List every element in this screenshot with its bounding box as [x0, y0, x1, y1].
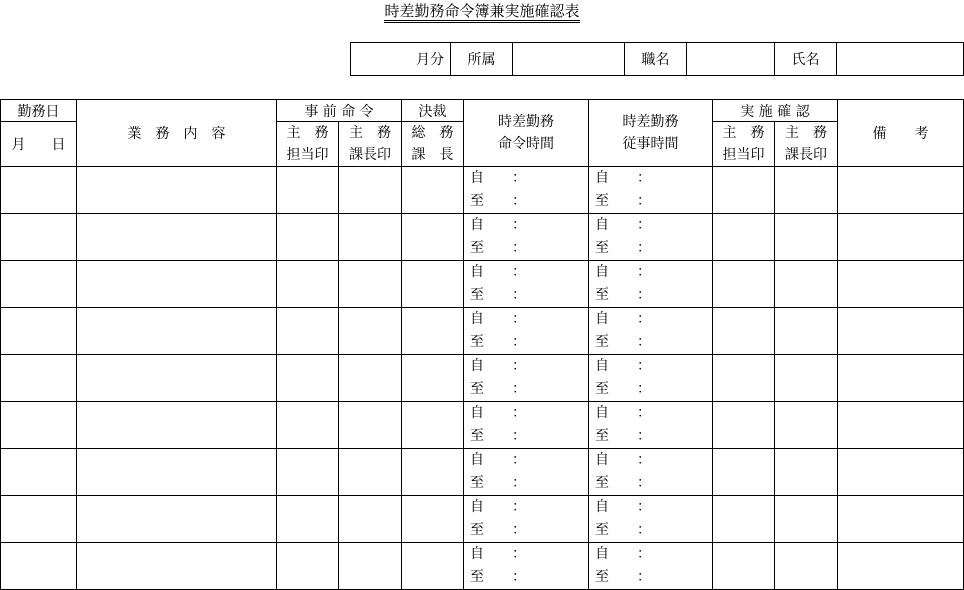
work-time-cell[interactable]	[589, 167, 713, 214]
date-cell[interactable]	[1, 214, 77, 261]
order-time-cell[interactable]	[464, 496, 589, 543]
order-time-cell[interactable]	[464, 167, 589, 214]
impl-kacho-cell[interactable]	[775, 496, 838, 543]
order-time-cell[interactable]	[464, 261, 589, 308]
position-field[interactable]	[687, 43, 775, 76]
time-to-label: 至 ：	[595, 381, 652, 397]
impl-kacho-cell[interactable]	[775, 261, 838, 308]
time-from-label: 自 ：	[595, 358, 652, 374]
remarks-cell[interactable]	[838, 355, 964, 402]
impl-tanto-cell[interactable]	[713, 543, 775, 590]
content-cell[interactable]	[77, 214, 277, 261]
impl-tanto-cell[interactable]	[713, 449, 775, 496]
order-time-cell[interactable]	[464, 214, 589, 261]
remarks-cell[interactable]	[838, 214, 964, 261]
time-from-label: 自 ：	[595, 217, 652, 233]
prior-kacho-cell[interactable]	[339, 167, 402, 214]
content-cell[interactable]	[77, 261, 277, 308]
header-soumu: 総 務	[411, 125, 454, 141]
prior-tanto-cell[interactable]	[277, 355, 339, 402]
work-time-cell[interactable]	[589, 402, 713, 449]
impl-tanto-cell[interactable]	[713, 261, 775, 308]
header-prior-shumu-kacho	[339, 122, 402, 167]
content-cell[interactable]	[77, 167, 277, 214]
table-row	[1, 261, 964, 308]
time-from-label: 自 ：	[470, 170, 527, 186]
date-cell[interactable]	[1, 496, 77, 543]
impl-kacho-cell[interactable]	[775, 167, 838, 214]
month-cell[interactable]	[351, 43, 451, 76]
header-impl-shumu-kacho	[775, 122, 838, 167]
header-work-day: 勤務日	[1, 100, 77, 122]
prior-kacho-cell[interactable]	[339, 308, 402, 355]
time-to-label: 至 ：	[470, 240, 527, 256]
content-cell[interactable]	[77, 543, 277, 590]
table-row	[1, 449, 964, 496]
header-work-time-line1: 時差勤務	[622, 114, 679, 130]
header-impl-shumu-line1b: 主 務	[785, 125, 828, 141]
time-to-label: 至 ：	[470, 381, 527, 397]
time-to-label: 至 ：	[470, 522, 527, 538]
table-row	[1, 355, 964, 402]
header-kacho: 課 長	[411, 147, 454, 163]
impl-kacho-cell[interactable]	[775, 308, 838, 355]
prior-tanto-cell[interactable]	[277, 167, 339, 214]
approval-cell[interactable]	[402, 496, 464, 543]
order-time-cell[interactable]	[464, 402, 589, 449]
remarks-cell[interactable]	[838, 261, 964, 308]
header-order-time-line2: 命令時間	[498, 136, 555, 152]
order-time-cell[interactable]	[464, 543, 589, 590]
table-row	[1, 496, 964, 543]
time-to-label: 至 ：	[595, 475, 652, 491]
work-time-cell[interactable]	[589, 214, 713, 261]
time-to-label: 至 ：	[470, 193, 527, 209]
impl-tanto-cell[interactable]	[713, 496, 775, 543]
date-cell[interactable]	[1, 402, 77, 449]
time-from-label: 自 ：	[470, 499, 527, 515]
approval-cell[interactable]	[402, 261, 464, 308]
header-order-time-line1: 時差勤務	[498, 114, 555, 130]
header-work-content: 業 務 内 容	[77, 100, 277, 167]
table-row	[1, 214, 964, 261]
time-to-label: 至 ：	[595, 240, 652, 256]
remarks-cell[interactable]	[838, 449, 964, 496]
date-cell[interactable]	[1, 261, 77, 308]
approval-cell[interactable]	[402, 355, 464, 402]
rows-body	[1, 167, 964, 590]
date-cell[interactable]	[1, 449, 77, 496]
prior-kacho-cell[interactable]	[339, 543, 402, 590]
time-from-label: 自 ：	[595, 452, 652, 468]
header-order-time	[464, 100, 589, 167]
table-row	[1, 402, 964, 449]
impl-kacho-cell[interactable]	[775, 355, 838, 402]
time-from-label: 自 ：	[470, 217, 527, 233]
time-to-label: 至 ：	[470, 428, 527, 444]
table-row	[1, 543, 964, 590]
time-from-label: 自 ：	[595, 546, 652, 562]
header-impl-shumu-line1: 主 務	[722, 125, 765, 141]
time-from-label: 自 ：	[595, 405, 652, 421]
time-to-label: 至 ：	[470, 287, 527, 303]
order-time-cell[interactable]	[464, 449, 589, 496]
prior-tanto-cell[interactable]	[277, 261, 339, 308]
time-to-label: 至 ：	[595, 193, 652, 209]
remarks-cell[interactable]	[838, 543, 964, 590]
header-prior-shumu	[277, 122, 339, 167]
prior-tanto-cell[interactable]	[277, 543, 339, 590]
content-cell[interactable]	[77, 449, 277, 496]
header-prior-tanto-in: 担当印	[286, 147, 329, 163]
order-time-cell[interactable]	[464, 355, 589, 402]
impl-kacho-cell[interactable]	[775, 543, 838, 590]
remarks-cell[interactable]	[838, 402, 964, 449]
work-time-cell[interactable]	[589, 449, 713, 496]
content-cell[interactable]	[77, 402, 277, 449]
time-from-label: 自 ：	[470, 264, 527, 280]
header-approval: 決裁	[402, 100, 464, 122]
prior-kacho-cell[interactable]	[339, 261, 402, 308]
date-cell[interactable]	[1, 355, 77, 402]
prior-kacho-cell[interactable]	[339, 449, 402, 496]
main-table	[0, 99, 964, 590]
time-from-label: 自 ：	[595, 170, 652, 186]
remarks-cell[interactable]	[838, 496, 964, 543]
header-prior-shumu-line1b: 主 務	[349, 125, 391, 141]
content-cell[interactable]	[77, 355, 277, 402]
header-month: 月	[11, 137, 26, 153]
approval-cell[interactable]	[402, 543, 464, 590]
impl-tanto-cell[interactable]	[713, 402, 775, 449]
impl-kacho-cell[interactable]	[775, 214, 838, 261]
affiliation-label: 所属	[451, 43, 513, 76]
header-impl-kacho-in: 課長印	[785, 147, 828, 163]
header-remarks: 備 考	[838, 100, 964, 167]
header-impl-tanto-in: 担当印	[722, 147, 765, 163]
form-title	[0, 0, 964, 21]
impl-tanto-cell[interactable]	[713, 214, 775, 261]
prior-tanto-cell[interactable]	[277, 308, 339, 355]
header-prior-kacho-in: 課長印	[349, 147, 391, 163]
header-work-time-line2: 従事時間	[622, 136, 679, 152]
time-to-label: 至 ：	[595, 522, 652, 538]
remarks-cell[interactable]	[838, 167, 964, 214]
approval-cell[interactable]	[402, 402, 464, 449]
time-from-label: 自 ：	[470, 546, 527, 562]
position-label: 職名	[625, 43, 687, 76]
name-label: 氏名	[775, 43, 837, 76]
prior-kacho-cell[interactable]	[339, 214, 402, 261]
header-prior-order: 事 前 命 令	[277, 100, 402, 122]
time-to-label: 至 ：	[595, 287, 652, 303]
prior-tanto-cell[interactable]	[277, 449, 339, 496]
prior-tanto-cell[interactable]	[277, 496, 339, 543]
info-table	[350, 42, 964, 76]
time-to-label: 至 ：	[595, 569, 652, 585]
impl-tanto-cell[interactable]	[713, 355, 775, 402]
time-to-label: 至 ：	[470, 475, 527, 491]
prior-kacho-cell[interactable]	[339, 402, 402, 449]
form-title-text: 時差勤務命令簿兼実施確認表	[384, 2, 579, 23]
time-from-label: 自 ：	[470, 405, 527, 421]
date-cell[interactable]	[1, 167, 77, 214]
prior-tanto-cell[interactable]	[277, 214, 339, 261]
work-time-cell[interactable]	[589, 261, 713, 308]
work-time-cell[interactable]	[589, 308, 713, 355]
header-impl-shumu	[713, 122, 775, 167]
header-work-time	[589, 100, 713, 167]
header-month-day	[1, 122, 77, 167]
content-cell[interactable]	[77, 308, 277, 355]
time-from-label: 自 ：	[470, 358, 527, 374]
table-row	[1, 167, 964, 214]
impl-tanto-cell[interactable]	[713, 308, 775, 355]
work-time-cell[interactable]	[589, 355, 713, 402]
time-from-label: 自 ：	[595, 311, 652, 327]
table-row	[1, 308, 964, 355]
approval-cell[interactable]	[402, 214, 464, 261]
impl-kacho-cell[interactable]	[775, 449, 838, 496]
prior-tanto-cell[interactable]	[277, 402, 339, 449]
approval-cell[interactable]	[402, 449, 464, 496]
time-from-label: 自 ：	[470, 311, 527, 327]
time-to-label: 至 ：	[595, 334, 652, 350]
date-cell[interactable]	[1, 543, 77, 590]
header-soumu-kacho	[402, 122, 464, 167]
impl-tanto-cell[interactable]	[713, 167, 775, 214]
remarks-cell[interactable]	[838, 308, 964, 355]
impl-kacho-cell[interactable]	[775, 402, 838, 449]
header-prior-shumu-line1: 主 務	[286, 125, 329, 141]
date-cell[interactable]	[1, 308, 77, 355]
time-from-label: 自 ：	[595, 264, 652, 280]
name-field[interactable]	[837, 43, 964, 76]
affiliation-field[interactable]	[513, 43, 625, 76]
time-to-label: 至 ：	[470, 334, 527, 350]
month-label: 月分	[416, 52, 444, 68]
approval-cell[interactable]	[402, 167, 464, 214]
work-time-cell[interactable]	[589, 496, 713, 543]
time-to-label: 至 ：	[595, 428, 652, 444]
work-time-cell[interactable]	[589, 543, 713, 590]
order-time-cell[interactable]	[464, 308, 589, 355]
time-from-label: 自 ：	[470, 452, 527, 468]
time-from-label: 自 ：	[595, 499, 652, 515]
prior-kacho-cell[interactable]	[339, 355, 402, 402]
prior-kacho-cell[interactable]	[339, 496, 402, 543]
content-cell[interactable]	[77, 496, 277, 543]
header-impl-confirm: 実 施 確 認	[713, 100, 838, 122]
approval-cell[interactable]	[402, 308, 464, 355]
header-day: 日	[51, 137, 66, 153]
time-to-label: 至 ：	[470, 569, 527, 585]
